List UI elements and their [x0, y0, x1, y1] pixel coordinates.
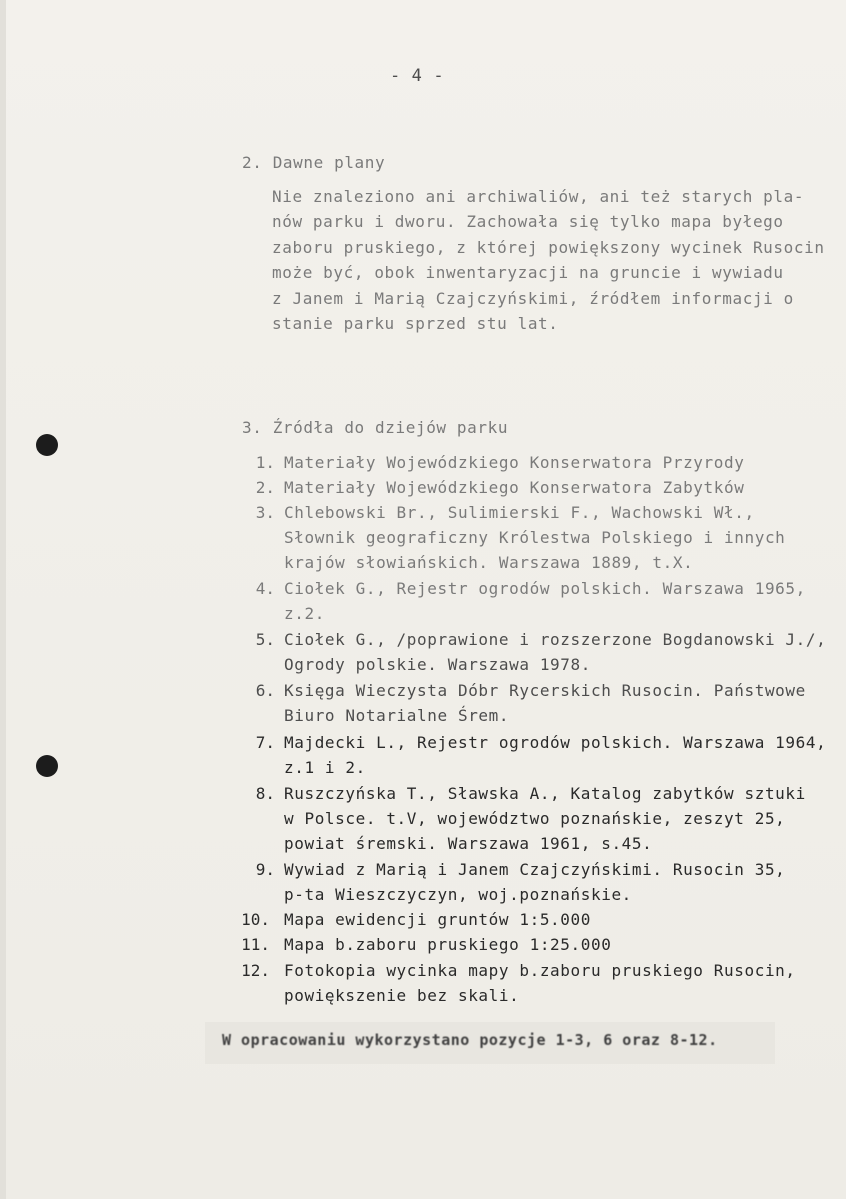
list-item-text: Biuro Notarialne Śrem. — [284, 706, 510, 725]
footnote: W opracowaniu wykorzystano pozycje 1-3, 6 oraz 8-12. — [222, 1031, 718, 1049]
list-item-number: 6. — [255, 681, 275, 700]
list-item-number: 1. — [255, 453, 275, 472]
list-item-number: 11. — [241, 935, 270, 954]
list-item-text: Mapa ewidencji gruntów 1:5.000 — [284, 910, 591, 929]
list-item-text: krajów słowiańskich. Warszawa 1889, t.X. — [284, 553, 694, 572]
list-item-number: 7. — [255, 733, 275, 752]
list-item-text: Majdecki L., Rejestr ogrodów polskich. Warszawa 1964, — [284, 733, 827, 752]
list-item-number: 12. — [241, 961, 270, 980]
list-item-number: 9. — [255, 860, 275, 879]
list-item-text: z.1 i 2. — [284, 758, 366, 777]
section-3-heading: 3. Źródła do dziejów parku — [242, 418, 509, 437]
paragraph-line: zaboru pruskiego, z której powiększony wycinek Rusocin — [272, 238, 825, 257]
paragraph-line: nów parku i dworu. Zachowała się tylko mapa byłego — [272, 212, 784, 231]
list-item-text: p-ta Wieszczyczyn, woj.poznańskie. — [284, 885, 632, 904]
list-item-text: Ciołek G., Rejestr ogrodów polskich. Warszawa 1965, — [284, 579, 806, 598]
list-item-text: powiat śremski. Warszawa 1961, s.45. — [284, 834, 653, 853]
list-item-text: Księga Wieczysta Dóbr Rycerskich Rusocin. Państwowe — [284, 681, 806, 700]
paragraph-line: stanie parku sprzed stu lat. — [272, 314, 559, 333]
list-item-number: 5. — [255, 630, 275, 649]
list-item-text: Mapa b.zaboru pruskiego 1:25.000 — [284, 935, 612, 954]
list-item-text: w Polsce. t.V, województwo poznańskie, zeszyt 25, — [284, 809, 786, 828]
page-number: - 4 - — [390, 66, 445, 86]
punch-hole — [36, 434, 58, 456]
list-item-text: Materiały Wojewódzkiego Konserwatora Zabytków — [284, 478, 745, 497]
list-item-text: Wywiad z Marią i Janem Czajczyńskimi. Rusocin 35, — [284, 860, 786, 879]
list-item-number: 3. — [255, 503, 275, 522]
list-item-text: Ruszczyńska T., Sławska A., Katalog zabytków sztuki — [284, 784, 806, 803]
page-edge — [0, 0, 6, 1199]
punch-hole — [36, 755, 58, 777]
list-item-number: 4. — [255, 579, 275, 598]
list-item-number: 2. — [255, 478, 275, 497]
list-item-text: Materiały Wojewódzkiego Konserwatora Przyrody — [284, 453, 745, 472]
list-item-text: Słownik geograficzny Królestwa Polskiego i innych — [284, 528, 786, 547]
list-item-number: 8. — [255, 784, 275, 803]
list-item-number: 10. — [241, 910, 270, 929]
list-item-text: Ciołek G., /poprawione i rozszerzone Bogdanowski J./, — [284, 630, 827, 649]
list-item-text: Fotokopia wycinka mapy b.zaboru pruskiego Rusocin, — [284, 961, 796, 980]
list-item-text: z.2. — [284, 604, 325, 623]
list-item-text: Ogrody polskie. Warszawa 1978. — [284, 655, 591, 674]
paragraph-line: Nie znaleziono ani archiwaliów, ani też starych pla- — [272, 187, 805, 206]
paragraph-line: może być, obok inwentaryzacji na gruncie i wywiadu — [272, 263, 784, 282]
section-2-heading: 2. Dawne plany — [242, 153, 386, 172]
list-item-text: powiększenie bez skali. — [284, 986, 520, 1005]
list-item-text: Chlebowski Br., Sulimierski F., Wachowski Wł., — [284, 503, 755, 522]
paragraph-line: z Janem i Marią Czajczyńskimi, źródłem informacji o — [272, 289, 794, 308]
